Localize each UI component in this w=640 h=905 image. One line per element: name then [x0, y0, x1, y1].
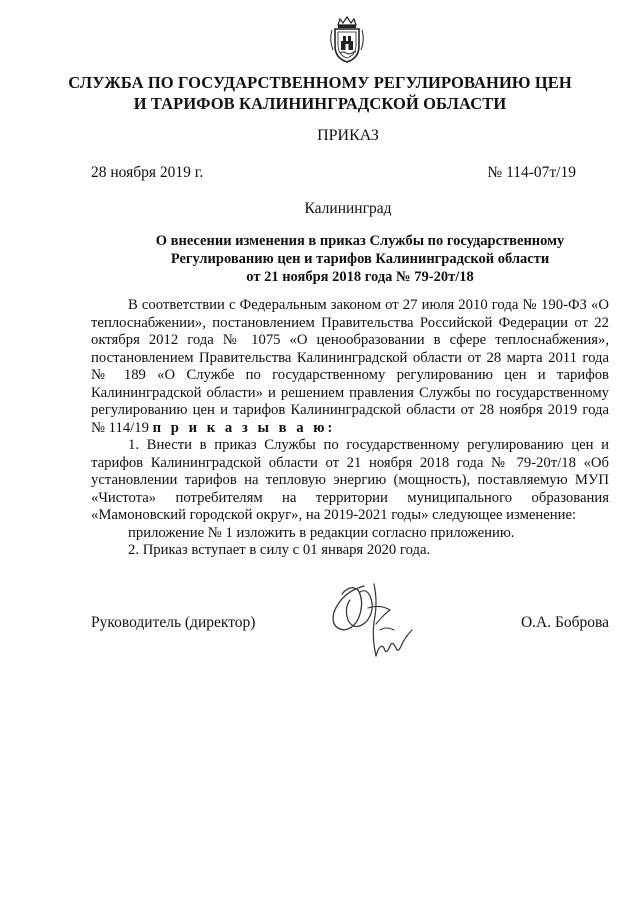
- document-number: № 114-07т/19: [487, 164, 576, 181]
- coat-of-arms-icon: [326, 16, 368, 64]
- organization-name-line-2: И ТАРИФОВ КАЛИНИНГРАДСКОЙ ОБЛАСТИ: [133, 94, 507, 113]
- document-date: 28 ноября 2019 г.: [91, 164, 204, 181]
- item-1-paragraph: 1. Внести в приказ Службы по государственному регулированию цен и тарифов Калининградской области от 21 ноября 2018 года № 79-20т/18 «Об установлении тарифов на тепловую энергию (мощность), поставляемую МУП «Чистота» потребителям на территории муниципального образования «Мамоновский городской округ», на 2019-2021 годы» следующее изменение:: [91, 437, 609, 523]
- organization-name-line-1: СЛУЖБА ПО ГОСУДАРСТВЕННОМУ РЕГУЛИРОВАНИЮ ЦЕН: [68, 73, 572, 92]
- item-1-sub-paragraph: приложение № 1 изложить в редакции согласно приложению.: [128, 524, 515, 541]
- document-type: ПРИКАЗ: [317, 127, 379, 144]
- document-subject: [100, 232, 620, 286]
- handwritten-signature-icon: [320, 578, 420, 674]
- signer-name: О.А. Боброва: [520, 614, 609, 631]
- order-word: п р и к а з ы в а ю: [152, 419, 328, 436]
- preamble-paragraph: [91, 297, 609, 437]
- subject-line-1: О внесении изменения в приказ Службы по государственному: [155, 233, 565, 249]
- subject-line-2: Регулированию цен и тарифов Калининградской области: [170, 251, 550, 267]
- signer-title: Руководитель (директор): [91, 614, 256, 631]
- preamble-text: В соответствии с Федеральным законом от 27 июля 2010 года № 190-ФЗ «О теплоснабжении», постановлением Правительства Российской Федерации от 22 октября 2012 года № 1075 «О ценообразовании в сфере теплоснабжения», постановлением Правительства Калининградской области от 28 марта 2011 года № 189 «О Службе по государственному регулированию цен и тарифов Калининградской области» и решением правления Службы по государственному регулированию цен и тарифов Калининградской области от 28 ноября 2019 года № 114/19: [91, 297, 609, 436]
- organization-name: [60, 72, 580, 114]
- document-city: Калининград: [304, 200, 392, 217]
- order-colon: :: [327, 419, 333, 436]
- subject-line-3: от 21 ноября 2018 года № 79-20т/18: [246, 269, 474, 285]
- item-2-paragraph: 2. Приказ вступает в силу с 01 января 2020 года.: [128, 542, 431, 558]
- document-body: [91, 297, 609, 560]
